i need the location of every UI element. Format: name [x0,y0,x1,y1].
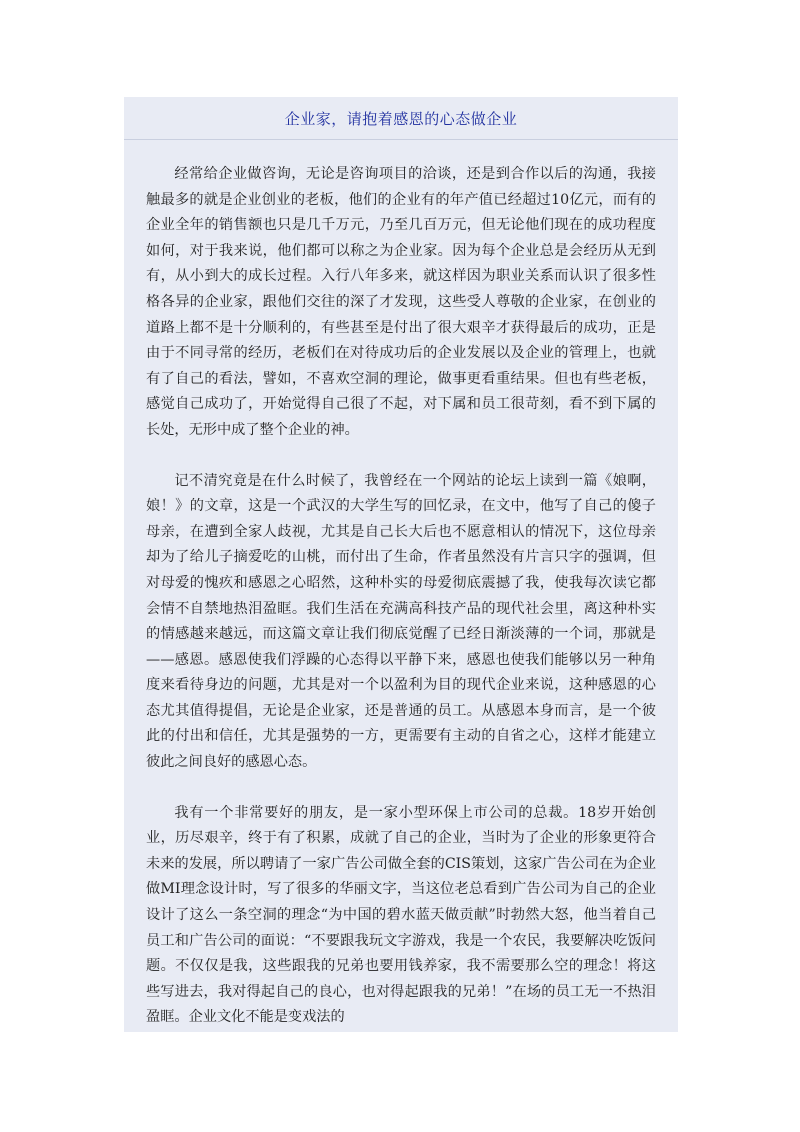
document-body [124,140,678,1031]
page-title: 企业家，请抱着感恩的心态做企业 [284,109,518,128]
paragraph: 记不清究竟是在什么时候了，我曾经在一个网站的论坛上读到一篇《娘啊，娘！》的文章，这是一个武汉的大学生写的回忆录，在文中，他写了自己的傻子母亲，在遭到全家人歧视，尤其是自己长大后也不愿意相认的情况下，这位母亲却为了给儿子摘爱吃的山桃，而付出了生命，作者虽然没有片言只字的强调，但对母爱的愧疚和感恩之心昭然，这种朴实的母爱彻底震撼了我，使我每次读它都会情不自禁地热泪盈眶。我们生活在充满高科技产品的现代社会里，离这种朴实的情感越来越远，而这篇文章让我们彻底觉醒了已经日渐淡薄的一个词，那就是——感恩。感恩使我们浮躁的心态得以平静下来，感恩也使我们能够以另一种角度来看待身边的问题，尤其是对一个以盈利为目的现代企业来说，这种感恩的心态尤其值得提倡，无论是企业家，还是普通的员工。从感恩本身而言，是一个彼此的付出和信任，尤其是强势的一方，更需要有主动的自省之心，这样才能建立彼此之间良好的感恩心态。 [146,472,656,771]
document-page [124,97,678,1032]
title-bar [124,97,678,140]
paragraph: 我有一个非常要好的朋友，是一家小型环保上市公司的总裁。18岁开始创业，历尽艰辛，终于有了积累，成就了自己的企业，当时为了企业的形象更符合未来的发展，所以聘请了一家广告公司做全套的CIS策划，这家广告公司在为企业做MI理念设计时，写了很多的华丽文字，当这位老总看到广告公司为自己的企业设计了这么一条空洞的理念“为中国的碧水蓝天做贡献”时勃然大怒，他当着自己员工和广告公司的面说：“不要跟我玩文字游戏，我是一个农民，我要解决吃饭问题。不仅仅是我，这些跟我的兄弟也要用钱养家，我不需要那么空的理念！将这些写进去，我对得起自己的良心，也对得起跟我的兄弟！”在场的员工无一不热泪盈眶。企业文化不能是变戏法的 [146,804,656,1026]
paragraph: 经常给企业做咨询，无论是咨询项目的洽谈，还是到合作以后的沟通，我接触最多的就是企业创业的老板，他们的企业有的年产值已经超过10亿元，而有的企业全年的销售额也只是几千万元，乃至几百万元，但无论他们现在的成功程度如何，对于我来说，他们都可以称之为企业家。因为每个企业总是会经历从无到有，从小到大的成长过程。入行八年多来，就这样因为职业关系而认识了很多性格各异的企业家，跟他们交往的深了才发现，这些受人尊敬的企业家，在创业的道路上都不是十分顺利的，有些甚至是付出了很大艰辛才获得最后的成功，正是由于不同寻常的经历，老板们在对待成功后的企业发展以及企业的管理上，也就有了自己的看法，譬如，不喜欢空洞的理论，做事更看重结果。但也有些老板，感觉自己成功了，开始觉得自己很了不起，对下属和员工很苛刻，看不到下属的长处，无形中成了整个企业的神。 [146,166,656,438]
